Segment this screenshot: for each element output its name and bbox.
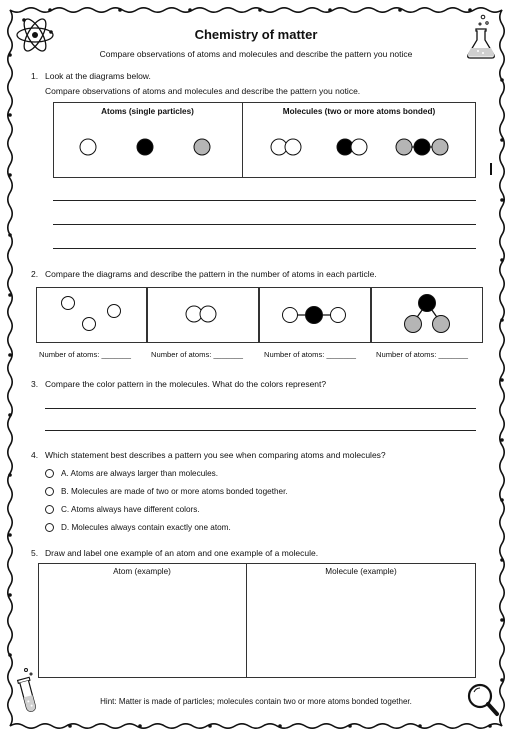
border-dot	[328, 8, 332, 12]
q3-answer-line-2[interactable]	[45, 430, 476, 431]
border-dot	[418, 724, 422, 728]
border-mark	[490, 163, 492, 175]
border-dot	[488, 724, 492, 728]
q1-answer-line-1[interactable]	[53, 200, 476, 201]
border-dot	[8, 653, 12, 657]
border-dot	[8, 473, 12, 477]
page-title: Chemistry of matter	[194, 27, 318, 42]
q4-option-c[interactable]: C. Atoms always have different colors.	[61, 505, 200, 514]
atom-black	[137, 139, 153, 155]
q2-number: 2.	[31, 269, 39, 279]
q2-caption-3: Number of atoms: _______	[264, 350, 357, 359]
border-dot	[8, 113, 12, 117]
q5-prompt: Draw and label one example of an atom and one example of a molecule.	[45, 548, 319, 558]
q5-drawing-area[interactable]	[38, 563, 476, 678]
border-dot	[500, 318, 504, 322]
q4-number: 4.	[31, 450, 39, 460]
border-dot	[208, 724, 212, 728]
q4-option-d-radio[interactable]	[45, 523, 54, 532]
border-dot	[8, 233, 12, 237]
q4-prompt: Which statement best describes a pattern you see when comparing atoms and molecules?	[45, 450, 386, 460]
q1-instruction: Compare observations of atoms and molecules and describe the pattern you notice.	[45, 86, 361, 96]
q3-number: 3.	[31, 379, 39, 389]
q2-caption-1: Number of atoms: _______	[39, 350, 132, 359]
q4-option-c-radio[interactable]	[45, 505, 54, 514]
q4-option-b-radio[interactable]	[45, 487, 54, 496]
atom-example-label: Atom (example)	[113, 567, 171, 576]
atoms-header: Atoms (single particles)	[101, 107, 194, 116]
q1-number: 1.	[31, 71, 39, 81]
q1-particle-diagrams	[53, 102, 476, 178]
border-dot	[500, 138, 504, 142]
border-dot	[500, 78, 504, 82]
molecules-header: Molecules (two or more atoms bonded)	[282, 107, 436, 116]
q5-divider	[246, 563, 247, 678]
molecule-two-white	[271, 139, 301, 155]
border-dot	[188, 8, 192, 12]
border-dot	[398, 8, 402, 12]
border-dot	[500, 558, 504, 562]
q1-answer-line-2[interactable]	[53, 224, 476, 225]
q1-prompt: Look at the diagrams below.	[45, 71, 151, 81]
q2-caption-4: Number of atoms: _______	[376, 350, 469, 359]
border-dot	[8, 293, 12, 297]
q2-three-atom-chain	[283, 307, 346, 324]
molecule-gray-black-gray	[396, 139, 448, 155]
q2-three-atoms	[62, 297, 121, 331]
border-dot	[258, 8, 262, 12]
border-dot	[8, 353, 12, 357]
border-dot	[118, 8, 122, 12]
border-dot	[500, 378, 504, 382]
q4-option-b[interactable]: B. Molecules are made of two or more atoms bonded together.	[61, 487, 288, 496]
q2-caption-2: Number of atoms: _______	[151, 350, 244, 359]
border-dot	[278, 724, 282, 728]
magnifying-glass-icon	[466, 682, 500, 718]
test-tube-icon	[16, 666, 42, 718]
page-subtitle: Compare observations of atoms and molecules and describe the pattern you notice	[99, 49, 413, 59]
border-dot	[500, 438, 504, 442]
border-dot	[8, 173, 12, 177]
border-dot	[500, 198, 504, 202]
q2-two-atom-molecule	[186, 306, 216, 322]
molecule-example-label: Molecule (example)	[325, 567, 397, 576]
q4-option-d[interactable]: D. Molecules always contain exactly one atom.	[61, 523, 231, 532]
border-dot	[8, 413, 12, 417]
q5-number: 5.	[31, 548, 39, 558]
border-dot	[500, 618, 504, 622]
hint-text: Hint: Matter is made of particles; molecules contain two or more atoms bonded together.	[100, 697, 412, 706]
q2-particle-diagrams	[36, 287, 483, 343]
q2-prompt: Compare the diagrams and describe the pattern in the number of atoms in each particle.	[45, 269, 377, 279]
q4-option-a[interactable]: A. Atoms are always larger than molecules.	[61, 469, 218, 478]
border-dot	[48, 8, 52, 12]
border-dot	[8, 533, 12, 537]
q3-answer-line-1[interactable]	[45, 408, 476, 409]
border-dot	[68, 724, 72, 728]
border-dot	[500, 258, 504, 262]
border-dot	[8, 593, 12, 597]
q4-option-a-radio[interactable]	[45, 469, 54, 478]
border-dot	[138, 724, 142, 728]
border-dot	[348, 724, 352, 728]
atom-gray	[194, 139, 210, 155]
molecule-black-white	[337, 139, 367, 155]
atom-white	[80, 139, 96, 155]
border-dot	[500, 678, 504, 682]
q2-bent-molecule	[405, 295, 450, 333]
border-dot	[500, 498, 504, 502]
q3-prompt: Compare the color pattern in the molecules. What do the colors represent?	[45, 379, 327, 389]
q1-answer-line-3[interactable]	[53, 248, 476, 249]
